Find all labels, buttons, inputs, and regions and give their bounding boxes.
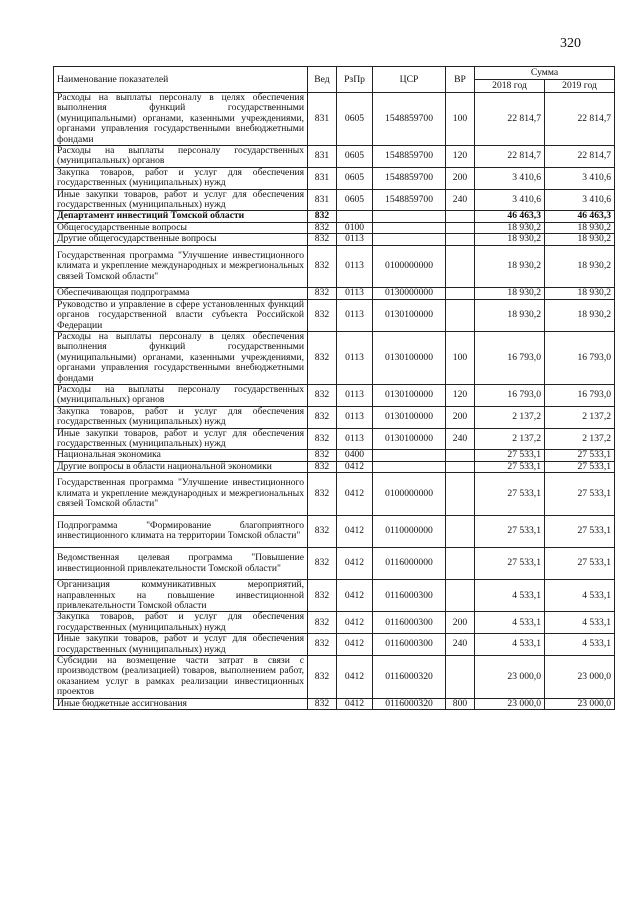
row-sum-2019-cell: 2 137,2 bbox=[545, 428, 615, 450]
row-name-cell: Расходы на выплаты персоналу в целях обеспечения выполнения функций государственными (муниципальными) органами, казенными учреждениями, органами управления государственными внебюджетными фондами bbox=[54, 331, 308, 384]
row-name-cell: Руководство и управление в сфере установленных функций органов государственной власти субъекта Российской Федерации bbox=[54, 299, 308, 331]
row-rzpr-cell: 0412 bbox=[337, 473, 373, 516]
table-row bbox=[54, 245, 615, 288]
row-sum-2019-cell: 16 793,0 bbox=[545, 331, 615, 384]
row-sum-2018-cell: 23 000,0 bbox=[475, 698, 545, 709]
row-sum-2018-cell: 18 930,2 bbox=[475, 245, 545, 288]
header-name: Наименование показателей bbox=[54, 67, 308, 93]
table-row bbox=[54, 331, 615, 384]
table-row bbox=[54, 473, 615, 516]
row-rzpr-cell: 0400 bbox=[337, 450, 373, 461]
table-row bbox=[54, 406, 615, 428]
row-sum-2019-cell: 18 930,2 bbox=[545, 299, 615, 331]
row-csr-cell: 1548859700 bbox=[373, 189, 446, 211]
row-vr-cell: 100 bbox=[446, 331, 475, 384]
row-sum-2018-cell: 3 410,6 bbox=[475, 189, 545, 211]
row-vr-cell bbox=[446, 450, 475, 461]
table-row bbox=[54, 299, 615, 331]
row-name-cell: Государственная программа "Улучшение инвестиционного климата и укрепление международных и межрегиональных связей Томской области" bbox=[54, 473, 308, 516]
row-sum-2019-cell: 3 410,6 bbox=[545, 189, 615, 211]
row-vr-cell: 120 bbox=[446, 384, 475, 406]
row-name-cell: Обеспечивающая подпрограмма bbox=[54, 288, 308, 299]
row-ved-cell: 832 bbox=[308, 473, 337, 516]
row-name-cell: Закупка товаров, работ и услуг для обеспечения государственных (муниципальных) нужд bbox=[54, 167, 308, 189]
table-row bbox=[54, 428, 615, 450]
row-sum-2019-cell: 4 533,1 bbox=[545, 634, 615, 656]
row-ved-cell: 832 bbox=[308, 222, 337, 233]
row-sum-2018-cell: 18 930,2 bbox=[475, 299, 545, 331]
row-vr-cell bbox=[446, 473, 475, 516]
row-ved-cell: 832 bbox=[308, 461, 337, 472]
page-number: 320 bbox=[560, 36, 581, 51]
row-sum-2019-cell: 18 930,2 bbox=[545, 288, 615, 299]
row-name-cell: Организация коммуникативных мероприятий, направленных на повышение инвестиционной привлекательности Томской области bbox=[54, 580, 308, 612]
row-rzpr-cell: 0113 bbox=[337, 384, 373, 406]
row-ved-cell: 832 bbox=[308, 331, 337, 384]
row-sum-2018-cell: 18 930,2 bbox=[475, 288, 545, 299]
row-vr-cell: 200 bbox=[446, 612, 475, 634]
row-csr-cell: 0116000300 bbox=[373, 580, 446, 612]
row-csr-cell: 0100000000 bbox=[373, 245, 446, 288]
row-ved-cell: 831 bbox=[308, 189, 337, 211]
row-sum-2018-cell: 27 533,1 bbox=[475, 515, 545, 547]
row-sum-2018-cell: 16 793,0 bbox=[475, 331, 545, 384]
row-vr-cell: 240 bbox=[446, 189, 475, 211]
table-row bbox=[54, 634, 615, 656]
row-sum-2019-cell: 27 533,1 bbox=[545, 450, 615, 461]
row-name-cell: Расходы на выплаты персоналу государственных (муниципальных) органов bbox=[54, 384, 308, 406]
row-sum-2019-cell: 27 533,1 bbox=[545, 461, 615, 472]
row-name-cell: Закупка товаров, работ и услуг для обеспечения государственных (муниципальных) нужд bbox=[54, 612, 308, 634]
table-row bbox=[54, 288, 615, 299]
table-row bbox=[54, 189, 615, 211]
table-body bbox=[54, 93, 615, 710]
row-ved-cell: 832 bbox=[308, 234, 337, 245]
row-csr-cell: 0130100000 bbox=[373, 406, 446, 428]
row-sum-2018-cell: 18 930,2 bbox=[475, 222, 545, 233]
row-vr-cell bbox=[446, 288, 475, 299]
row-name-cell: Иные закупки товаров, работ и услуг для обеспечения государственных (муниципальных) нужд bbox=[54, 189, 308, 211]
header-rzpr: РзПр bbox=[337, 67, 373, 93]
table-row bbox=[54, 612, 615, 634]
row-rzpr-cell: 0605 bbox=[337, 167, 373, 189]
header-year-2018: 2018 год bbox=[475, 80, 545, 93]
row-ved-cell: 831 bbox=[308, 167, 337, 189]
table-row bbox=[54, 515, 615, 547]
row-ved-cell: 832 bbox=[308, 612, 337, 634]
row-sum-2018-cell: 4 533,1 bbox=[475, 634, 545, 656]
row-vr-cell bbox=[446, 515, 475, 547]
row-name-cell: Подпрограмма "Формирование благоприятного инвестиционного климата на территории Томской области" bbox=[54, 515, 308, 547]
row-rzpr-cell bbox=[337, 211, 373, 222]
row-ved-cell: 832 bbox=[308, 384, 337, 406]
row-csr-cell bbox=[373, 461, 446, 472]
row-csr-cell: 0116000320 bbox=[373, 698, 446, 709]
row-sum-2019-cell: 18 930,2 bbox=[545, 234, 615, 245]
row-rzpr-cell: 0412 bbox=[337, 547, 373, 579]
row-sum-2019-cell: 22 814,7 bbox=[545, 93, 615, 146]
row-ved-cell: 832 bbox=[308, 698, 337, 709]
row-rzpr-cell: 0113 bbox=[337, 245, 373, 288]
row-ved-cell: 831 bbox=[308, 93, 337, 146]
row-csr-cell: 0110000000 bbox=[373, 515, 446, 547]
row-rzpr-cell: 0412 bbox=[337, 515, 373, 547]
row-name-cell: Расходы на выплаты персоналу в целях обеспечения выполнения функций государственными (муниципальными) органами, казенными учреждениями, органами управления государственными внебюджетными фондами bbox=[54, 93, 308, 146]
table-row bbox=[54, 384, 615, 406]
row-rzpr-cell: 0412 bbox=[337, 656, 373, 699]
row-sum-2018-cell: 27 533,1 bbox=[475, 473, 545, 516]
row-rzpr-cell: 0113 bbox=[337, 299, 373, 331]
row-sum-2019-cell: 2 137,2 bbox=[545, 406, 615, 428]
row-vr-cell: 100 bbox=[446, 93, 475, 146]
row-csr-cell: 0130100000 bbox=[373, 331, 446, 384]
row-vr-cell bbox=[446, 580, 475, 612]
row-csr-cell bbox=[373, 211, 446, 222]
row-name-cell: Департамент инвестиций Томской области bbox=[54, 211, 308, 222]
table-row bbox=[54, 167, 615, 189]
table-row bbox=[54, 547, 615, 579]
table-row bbox=[54, 146, 615, 168]
row-sum-2018-cell: 2 137,2 bbox=[475, 406, 545, 428]
row-vr-cell bbox=[446, 299, 475, 331]
row-rzpr-cell: 0113 bbox=[337, 288, 373, 299]
row-csr-cell bbox=[373, 222, 446, 233]
row-vr-cell bbox=[446, 656, 475, 699]
row-rzpr-cell: 0113 bbox=[337, 234, 373, 245]
row-sum-2019-cell: 18 930,2 bbox=[545, 222, 615, 233]
row-csr-cell bbox=[373, 450, 446, 461]
row-sum-2018-cell: 22 814,7 bbox=[475, 93, 545, 146]
header-vr: ВР bbox=[446, 67, 475, 93]
row-sum-2018-cell: 27 533,1 bbox=[475, 461, 545, 472]
row-sum-2018-cell: 27 533,1 bbox=[475, 450, 545, 461]
row-csr-cell: 1548859700 bbox=[373, 167, 446, 189]
row-rzpr-cell: 0412 bbox=[337, 580, 373, 612]
header-sum: Сумма bbox=[475, 67, 615, 80]
row-ved-cell: 832 bbox=[308, 450, 337, 461]
row-csr-cell: 0130100000 bbox=[373, 428, 446, 450]
table-row bbox=[54, 450, 615, 461]
table-row bbox=[54, 698, 615, 709]
row-vr-cell bbox=[446, 211, 475, 222]
header-csr: ЦСР bbox=[373, 67, 446, 93]
row-vr-cell bbox=[446, 245, 475, 288]
row-name-cell: Другие общегосударственные вопросы bbox=[54, 234, 308, 245]
row-rzpr-cell: 0113 bbox=[337, 331, 373, 384]
row-name-cell: Иные бюджетные ассигнования bbox=[54, 698, 308, 709]
header-ved: Вед bbox=[308, 67, 337, 93]
row-rzpr-cell: 0605 bbox=[337, 93, 373, 146]
row-csr-cell: 0116000320 bbox=[373, 656, 446, 699]
row-vr-cell: 200 bbox=[446, 406, 475, 428]
row-sum-2019-cell: 3 410,6 bbox=[545, 167, 615, 189]
row-sum-2019-cell: 4 533,1 bbox=[545, 612, 615, 634]
row-sum-2019-cell: 27 533,1 bbox=[545, 473, 615, 516]
table-row bbox=[54, 580, 615, 612]
row-csr-cell: 1548859700 bbox=[373, 146, 446, 168]
row-sum-2018-cell: 46 463,3 bbox=[475, 211, 545, 222]
row-sum-2018-cell: 3 410,6 bbox=[475, 167, 545, 189]
table-header bbox=[54, 67, 615, 93]
row-csr-cell bbox=[373, 234, 446, 245]
row-name-cell: Субсидии на возмещение части затрат в связи с производством (реализацией) товаров, выполнением работ, оказанием услуг в рамках реализации инвестиционных проектов bbox=[54, 656, 308, 699]
row-ved-cell: 832 bbox=[308, 288, 337, 299]
table-row bbox=[54, 234, 615, 245]
row-sum-2019-cell: 23 000,0 bbox=[545, 698, 615, 709]
row-name-cell: Иные закупки товаров, работ и услуг для обеспечения государственных (муниципальных) нужд bbox=[54, 634, 308, 656]
row-ved-cell: 832 bbox=[308, 634, 337, 656]
row-csr-cell: 0130100000 bbox=[373, 299, 446, 331]
row-rzpr-cell: 0412 bbox=[337, 461, 373, 472]
row-ved-cell: 832 bbox=[308, 580, 337, 612]
row-rzpr-cell: 0605 bbox=[337, 189, 373, 211]
row-rzpr-cell: 0412 bbox=[337, 612, 373, 634]
row-sum-2019-cell: 27 533,1 bbox=[545, 515, 615, 547]
row-rzpr-cell: 0113 bbox=[337, 428, 373, 450]
row-name-cell: Государственная программа "Улучшение инвестиционного климата и укрепление международных и межрегиональных связей Томской области" bbox=[54, 245, 308, 288]
row-vr-cell bbox=[446, 547, 475, 579]
row-rzpr-cell: 0100 bbox=[337, 222, 373, 233]
row-csr-cell: 0100000000 bbox=[373, 473, 446, 516]
row-sum-2018-cell: 23 000,0 bbox=[475, 656, 545, 699]
row-rzpr-cell: 0113 bbox=[337, 406, 373, 428]
row-sum-2018-cell: 4 533,1 bbox=[475, 580, 545, 612]
row-csr-cell: 0130100000 bbox=[373, 384, 446, 406]
row-csr-cell: 0116000300 bbox=[373, 634, 446, 656]
row-rzpr-cell: 0605 bbox=[337, 146, 373, 168]
row-name-cell: Иные закупки товаров, работ и услуг для обеспечения государственных (муниципальных) нужд bbox=[54, 428, 308, 450]
row-name-cell: Национальная экономика bbox=[54, 450, 308, 461]
row-name-cell: Ведомственная целевая программа "Повышение инвестиционной привлекательности Томской области" bbox=[54, 547, 308, 579]
row-sum-2018-cell: 22 814,7 bbox=[475, 146, 545, 168]
row-csr-cell: 1548859700 bbox=[373, 93, 446, 146]
row-rzpr-cell: 0412 bbox=[337, 634, 373, 656]
row-sum-2019-cell: 18 930,2 bbox=[545, 245, 615, 288]
row-name-cell: Закупка товаров, работ и услуг для обеспечения государственных (муниципальных) нужд bbox=[54, 406, 308, 428]
row-csr-cell: 0116000300 bbox=[373, 612, 446, 634]
row-sum-2018-cell: 4 533,1 bbox=[475, 612, 545, 634]
row-vr-cell bbox=[446, 234, 475, 245]
row-vr-cell: 240 bbox=[446, 428, 475, 450]
row-sum-2018-cell: 16 793,0 bbox=[475, 384, 545, 406]
row-vr-cell bbox=[446, 461, 475, 472]
table-row bbox=[54, 222, 615, 233]
row-name-cell: Общегосударственные вопросы bbox=[54, 222, 308, 233]
row-name-cell: Расходы на выплаты персоналу государственных (муниципальных) органов bbox=[54, 146, 308, 168]
row-vr-cell: 120 bbox=[446, 146, 475, 168]
row-ved-cell: 832 bbox=[308, 547, 337, 579]
row-sum-2019-cell: 4 533,1 bbox=[545, 580, 615, 612]
row-ved-cell: 832 bbox=[308, 299, 337, 331]
row-sum-2019-cell: 46 463,3 bbox=[545, 211, 615, 222]
row-ved-cell: 832 bbox=[308, 406, 337, 428]
row-ved-cell: 832 bbox=[308, 211, 337, 222]
row-name-cell: Другие вопросы в области национальной экономики bbox=[54, 461, 308, 472]
row-ved-cell: 832 bbox=[308, 656, 337, 699]
row-csr-cell: 0130000000 bbox=[373, 288, 446, 299]
row-sum-2019-cell: 16 793,0 bbox=[545, 384, 615, 406]
table-row bbox=[54, 461, 615, 472]
row-vr-cell: 240 bbox=[446, 634, 475, 656]
row-ved-cell: 832 bbox=[308, 515, 337, 547]
row-vr-cell: 200 bbox=[446, 167, 475, 189]
row-ved-cell: 832 bbox=[308, 428, 337, 450]
row-sum-2018-cell: 2 137,2 bbox=[475, 428, 545, 450]
table-row bbox=[54, 93, 615, 146]
budget-table bbox=[53, 66, 615, 710]
row-vr-cell bbox=[446, 222, 475, 233]
row-sum-2019-cell: 23 000,0 bbox=[545, 656, 615, 699]
row-csr-cell: 0116000000 bbox=[373, 547, 446, 579]
row-ved-cell: 831 bbox=[308, 146, 337, 168]
row-rzpr-cell: 0412 bbox=[337, 698, 373, 709]
row-sum-2019-cell: 22 814,7 bbox=[545, 146, 615, 168]
table-row bbox=[54, 656, 615, 699]
row-sum-2019-cell: 27 533,1 bbox=[545, 547, 615, 579]
header-year-2019: 2019 год bbox=[545, 80, 615, 93]
row-vr-cell: 800 bbox=[446, 698, 475, 709]
row-ved-cell: 832 bbox=[308, 245, 337, 288]
table-row bbox=[54, 211, 615, 222]
row-sum-2018-cell: 18 930,2 bbox=[475, 234, 545, 245]
row-sum-2018-cell: 27 533,1 bbox=[475, 547, 545, 579]
